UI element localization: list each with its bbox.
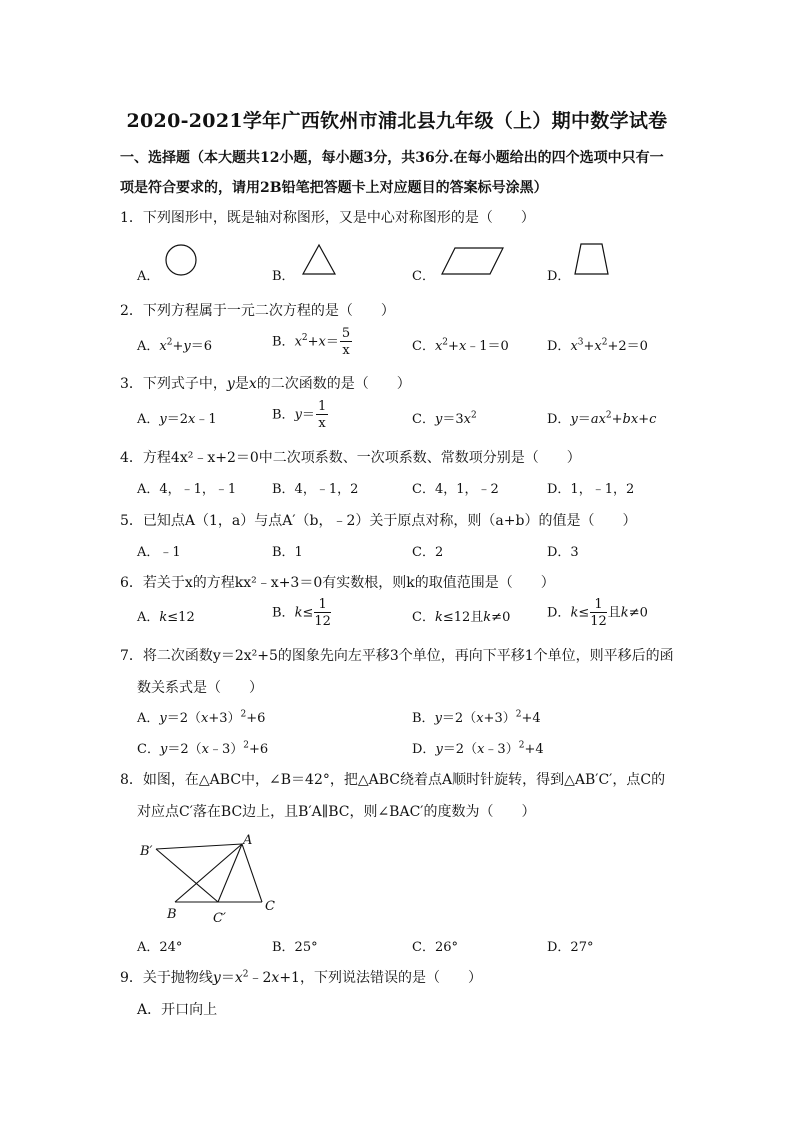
q2-option-c: C．$x^2+x﹣1=0$: [412, 337, 509, 354]
page-title: 2020-2021学年广西钦州市浦北县九年级（上）期中数学试卷: [126, 110, 668, 132]
q3-option-a: A．y＝2x﹣1: [137, 412, 217, 427]
point-b-label: B: [167, 907, 177, 922]
q1-option-d-label: D．: [547, 269, 571, 284]
q2-option-d: D．$x^3+x^2+2=0$: [547, 337, 648, 354]
triangle-figure: [300, 243, 338, 277]
q3-option-d: D．$y=ax^2+bx+c$: [547, 410, 657, 427]
question-7-stem-line1: 7．将二次函数y＝2x²+5的图象先向左平移3个单位，再向下平移1个单位，则平移后的函: [120, 648, 674, 664]
question-4-stem: 4．方程4x²﹣x+2＝0中二次项系数、一次项系数、常数项分别是（ ）: [120, 450, 581, 466]
q7-option-c: C．y＝2（x﹣3）$^2$+6: [137, 740, 269, 757]
q8-option-b: B．25°: [272, 940, 318, 955]
segment-ac-prime: [218, 844, 242, 902]
q7-option-b: B．$y=2(x+3)^2+4$: [412, 709, 541, 726]
q1-option-b-label: B．: [272, 269, 295, 284]
question-8-stem-line2: 对应点C′落在BC边上，且B′A∥BC，则∠BAC′的度数为（ ）: [137, 804, 536, 820]
question-9-stem: 9．关于抛物线$y=x^2﹣2x+1$，下列说法错误的是（ ）: [120, 969, 482, 986]
section-heading-line2: 项是符合要求的，请用2B铅笔把答题卡上对应题目的答案标号涂黑）: [120, 180, 548, 196]
q6-option-d: D．k≤ $\frac{1}{12}$ 且k≠0: [547, 597, 648, 629]
question-7-stem-line2: 数关系式是（ ）: [137, 680, 263, 696]
q6-option-a: A．k≤12: [137, 610, 195, 625]
q5-option-d: D．3: [547, 545, 579, 560]
segment-ac: [242, 844, 262, 902]
q4-option-a: A．4，﹣1，﹣1: [137, 482, 237, 497]
section-heading-line1: 一、选择题（本大题共12小题，每小题3分，共36分.在每小题给出的四个选项中只有一: [120, 150, 664, 166]
q4-option-b: B．4，﹣1，2: [272, 482, 359, 497]
segment-b-prime-a: [156, 844, 242, 849]
q2-option-a: A．$x^2+y=6$: [137, 337, 213, 354]
point-c-label: C: [265, 899, 275, 914]
q3-option-c: C．$y=3x^2$: [412, 410, 477, 427]
q8-option-d: D．27°: [547, 940, 594, 955]
question-3-stem: 3．下列式子中，y是x的二次函数的是（ ）: [120, 376, 411, 392]
q4-option-d: D．1，﹣1，2: [547, 482, 635, 497]
q7-option-a: A．$y=2(x+3)^2+6$: [137, 709, 266, 726]
question-2-stem: 2．下列方程属于一元二次方程的是（ ）: [120, 303, 395, 319]
rotation-triangle-diagram: [130, 830, 290, 925]
parallelogram-figure: [440, 246, 506, 276]
question-8-stem-line1: 8．如图，在△ABC中，∠B＝42°，把△ABC绕着点A顺时针旋转，得到△AB′C′，点C的: [120, 772, 666, 788]
q7-option-d: D．y＝2（x﹣3）$^2$+4: [412, 740, 544, 757]
q5-option-c: C．2: [412, 545, 444, 560]
point-a-label: A: [243, 833, 253, 848]
q6-option-c: C．k≤12且k≠0: [412, 610, 511, 625]
circle-figure: [163, 243, 199, 277]
q5-option-b: B．1: [272, 545, 303, 560]
q2-option-b: B．$x^2+x=$ $\frac{5}{x}$: [272, 326, 351, 358]
q8-option-a: A．24°: [137, 940, 183, 955]
trapezoid-figure: [572, 241, 612, 277]
q4-option-c: C．4，1，﹣2: [412, 482, 499, 497]
q1-option-a-label: A．: [137, 269, 160, 284]
point-b-prime-label: B′: [140, 844, 153, 859]
question-5-stem: 5．已知点A（1，a）与点A′（b，﹣2）关于原点对称，则（a+b）的值是（ ）: [120, 513, 637, 529]
question-6-stem: 6．若关于x的方程kx²﹣x+3＝0有实数根，则k的取值范围是（ ）: [120, 575, 555, 591]
q9-option-a: A．开口向上: [137, 1002, 218, 1018]
segment-b-prime-c-prime: [156, 849, 218, 902]
q3-option-b: B．y＝ $\frac{1}{x}$: [272, 399, 327, 431]
question-1-stem: 1．下列图形中，既是轴对称图形，又是中心对称图形的是（ ）: [120, 210, 535, 226]
q1-option-c-label: C．: [412, 269, 435, 284]
q6-option-b: B．k≤ $\frac{1}{12}$: [272, 597, 331, 629]
q5-option-a: A．﹣1: [137, 545, 181, 560]
point-c-prime-label: C′: [213, 911, 226, 925]
q8-option-c: C．26°: [412, 940, 458, 955]
